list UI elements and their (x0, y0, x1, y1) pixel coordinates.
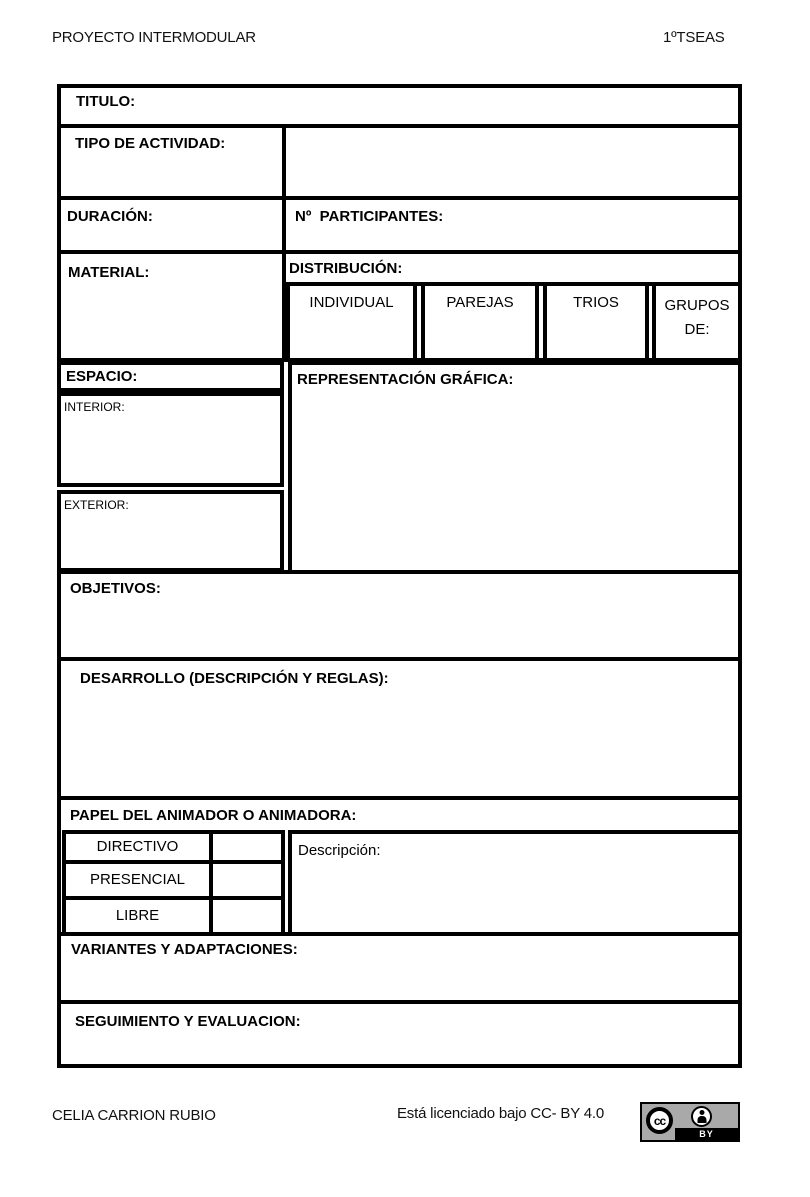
papel-option-presencial (62, 860, 213, 900)
trios-label: TRIOS (573, 294, 619, 311)
espacio-header-cell (57, 361, 284, 392)
distribucion-option-parejas[interactable] (421, 282, 539, 362)
descripcion-label: Descripción: (298, 842, 381, 859)
desarrollo-label: DESARROLLO (DESCRIPCIÓN Y REGLAS): (80, 670, 389, 687)
tipo-actividad-label-cell (57, 124, 286, 200)
cc-logo-text: cc (653, 1113, 666, 1128)
cc-logo-icon (646, 1107, 673, 1134)
participantes-label: Nº PARTICIPANTES: (295, 208, 444, 225)
distribucion-option-individual[interactable] (286, 282, 417, 362)
objetivos-field[interactable] (57, 570, 742, 661)
distribucion-option-trios[interactable] (543, 282, 649, 362)
cc-license-badge[interactable] (640, 1102, 740, 1142)
libre-checkbox[interactable] (209, 896, 285, 936)
desarrollo-field[interactable] (57, 657, 742, 800)
footer-license-text: Está licenciado bajo CC- BY 4.0 (397, 1105, 604, 1122)
parejas-label: PAREJAS (446, 294, 514, 311)
variantes-field[interactable] (57, 932, 742, 1004)
page-header-course: 1ºTSEAS (663, 29, 725, 46)
distribucion-header-cell (282, 250, 742, 286)
espacio-label: ESPACIO: (66, 368, 138, 385)
distribucion-option-grupos[interactable] (652, 282, 742, 362)
page-header-title: PROYECTO INTERMODULAR (52, 29, 256, 46)
presencial-label: PRESENCIAL (89, 871, 186, 888)
participantes-field[interactable] (282, 196, 742, 254)
directivo-label: DIRECTIVO (96, 838, 179, 855)
footer-author: CELIA CARRION RUBIO (52, 1107, 216, 1124)
individual-label: INDIVIDUAL (309, 294, 394, 311)
libre-label: LIBRE (115, 907, 160, 924)
tipo-actividad-label: TIPO DE ACTIVIDAD: (75, 135, 226, 152)
objetivos-label: OBJETIVOS: (70, 580, 161, 597)
tipo-actividad-field[interactable] (282, 124, 742, 200)
attribution-person-icon (691, 1106, 712, 1127)
presencial-checkbox[interactable] (209, 860, 285, 900)
seguimiento-field[interactable] (57, 1000, 742, 1068)
variantes-label: VARIANTES Y ADAPTACIONES: (71, 941, 298, 958)
papel-descripcion-field[interactable] (288, 830, 742, 936)
papel-option-libre (62, 896, 213, 936)
papel-option-directivo (62, 830, 213, 864)
representacion-grafica-field[interactable] (288, 361, 742, 574)
distribucion-label: DISTRIBUCIÓN: (289, 260, 403, 277)
material-label: MATERIAL: (68, 264, 150, 281)
directivo-checkbox[interactable] (209, 830, 285, 864)
papel-animador-label: PAPEL DEL ANIMADOR O ANIMADORA: (70, 807, 357, 824)
exterior-field[interactable] (57, 490, 284, 572)
representacion-grafica-label: REPRESENTACIÓN GRÁFICA: (297, 371, 514, 388)
seguimiento-label: SEGUIMIENTO Y EVALUACION: (75, 1013, 301, 1030)
titulo-label: TITULO: (76, 93, 136, 110)
interior-field[interactable] (57, 392, 284, 487)
material-field[interactable] (57, 250, 286, 362)
titulo-field[interactable] (57, 84, 742, 128)
exterior-label: EXTERIOR: (64, 498, 129, 512)
grupos-de-label: GRUPOS DE: (664, 297, 734, 338)
interior-label: INTERIOR: (64, 400, 125, 414)
cc-by-strip: BY (675, 1128, 738, 1140)
duracion-label: DURACIÓN: (67, 208, 153, 225)
duracion-field[interactable] (57, 196, 286, 254)
